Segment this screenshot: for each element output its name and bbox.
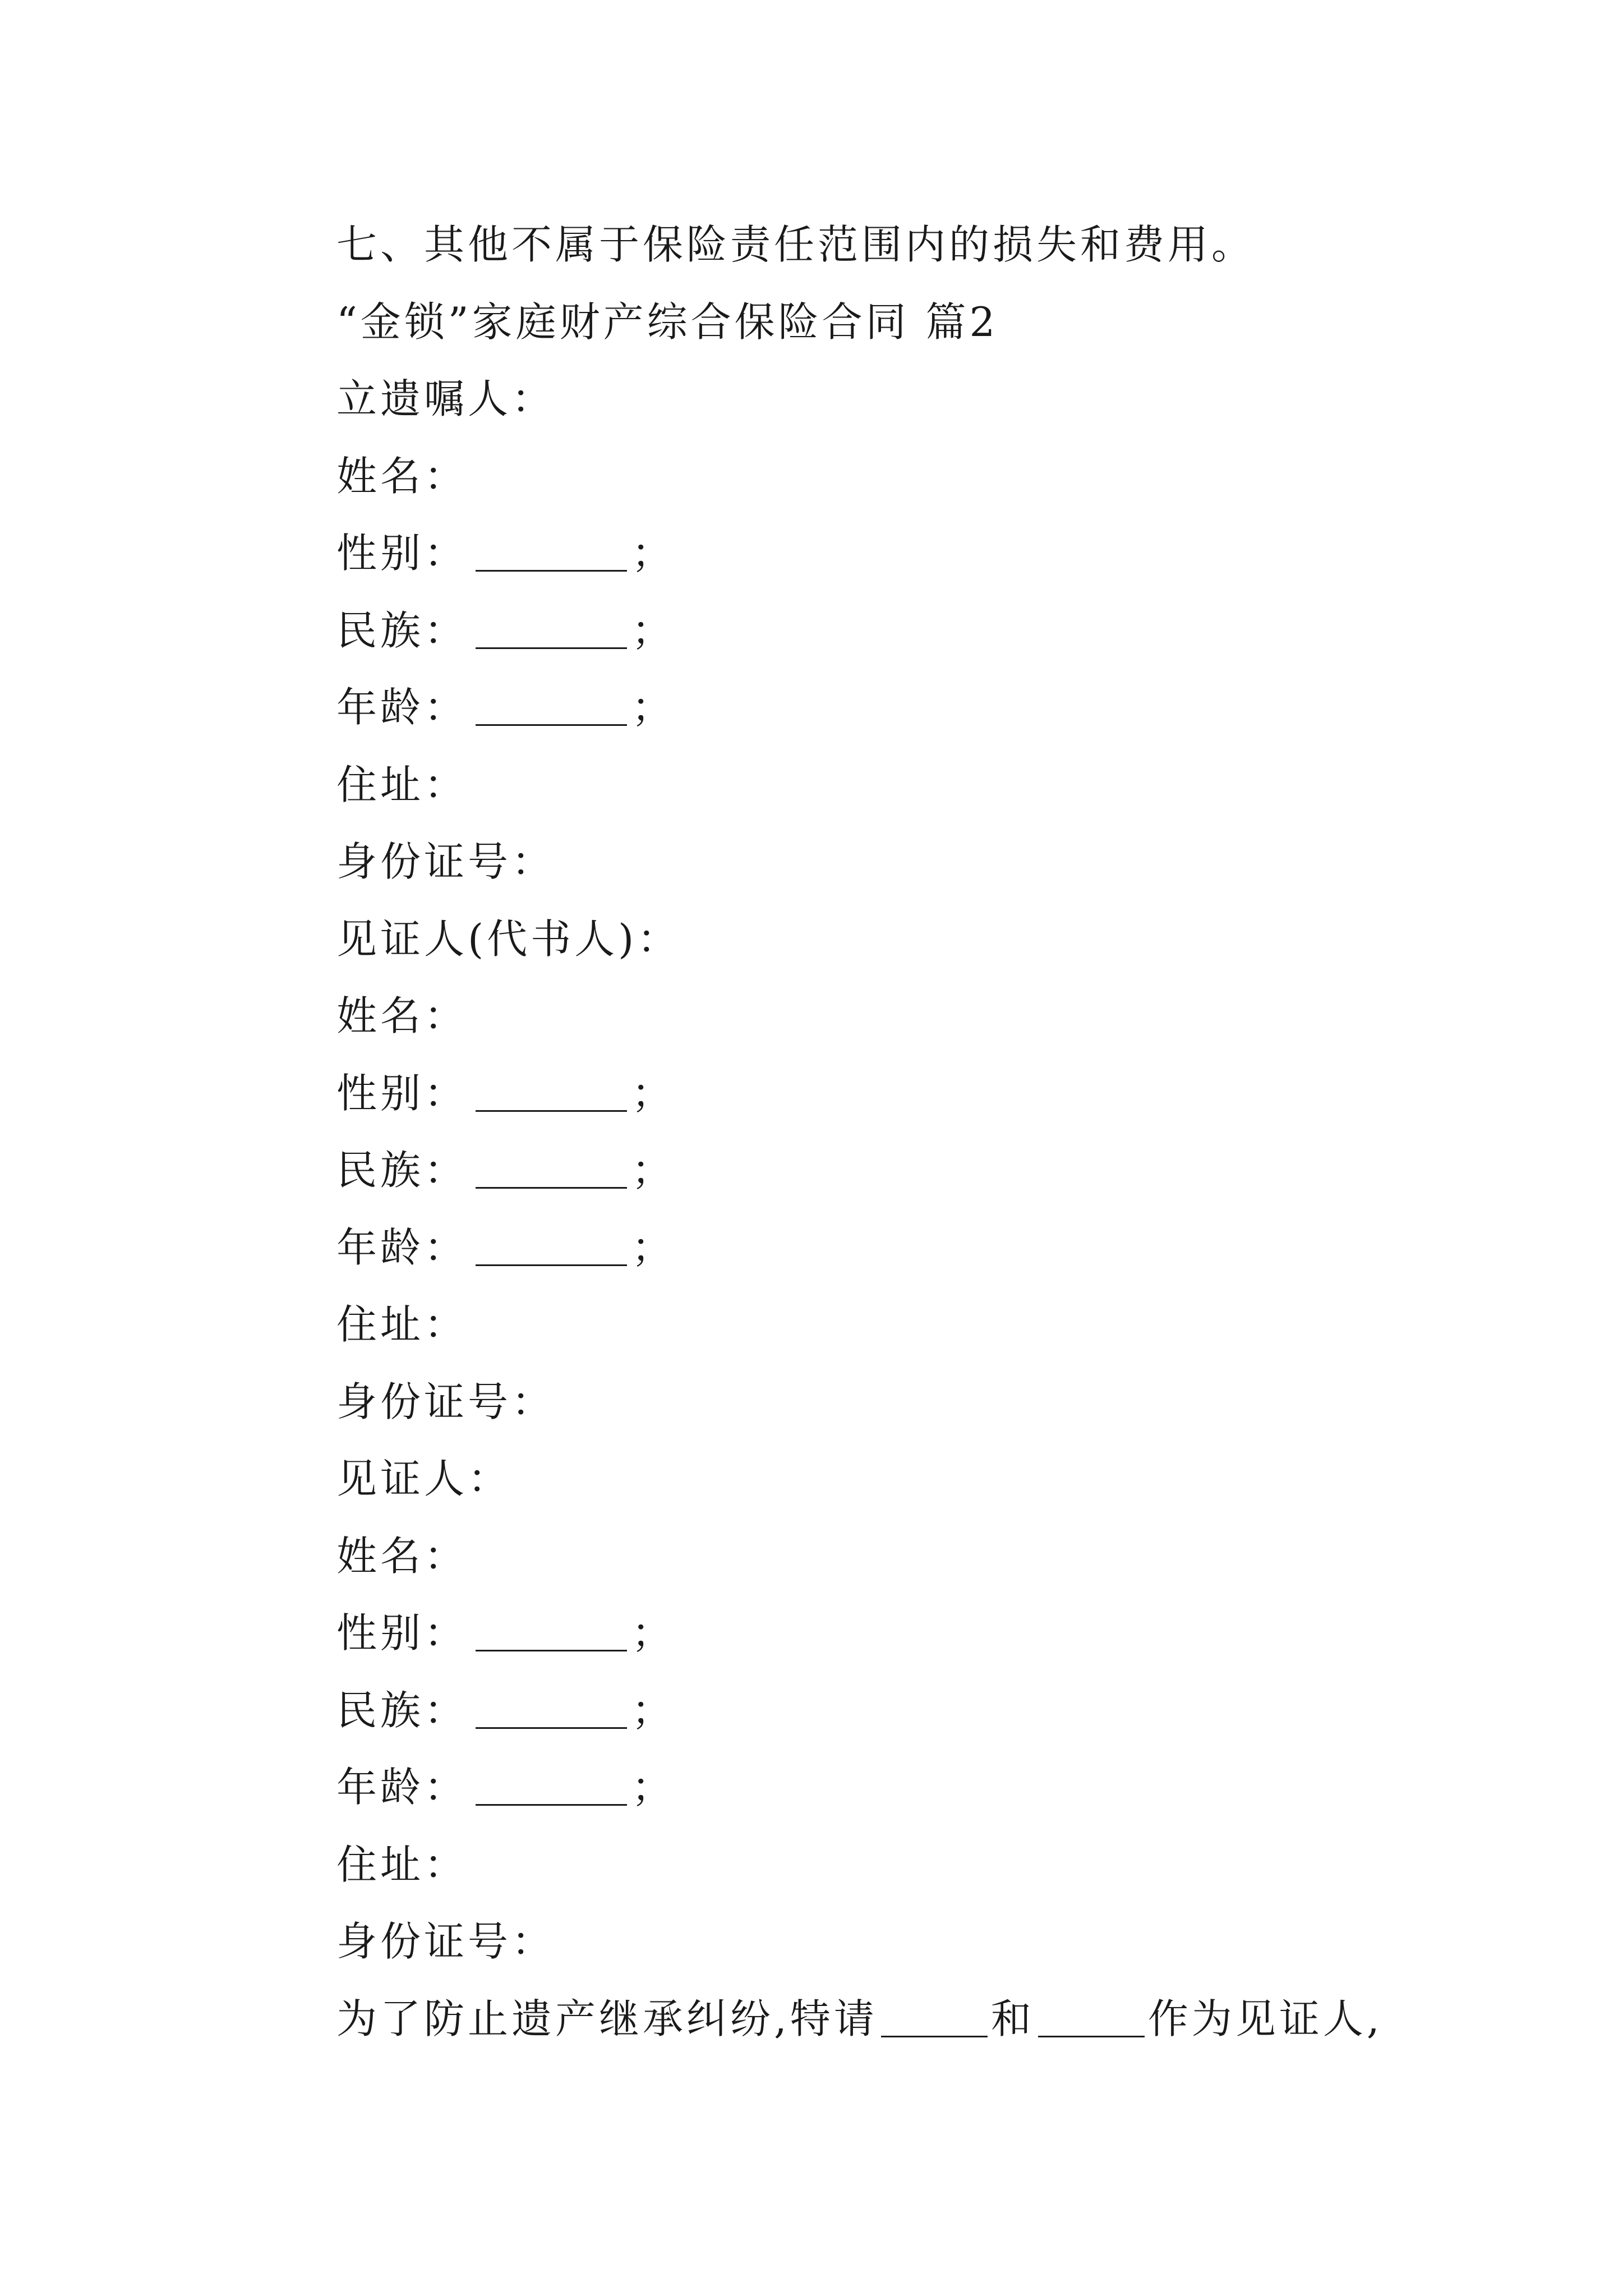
testator-ethnicity-field <box>336 592 1458 670</box>
witness-name-field <box>336 1518 1458 1595</box>
witness-title <box>336 1441 1458 1518</box>
witness-ethnicity-field <box>336 1672 1458 1750</box>
ethnicity-label: 民族： <box>336 1686 468 1734</box>
witness-scribe-gender-field <box>336 1055 1458 1133</box>
ethnicity-label: 民族： <box>336 606 468 654</box>
testator-address-field <box>336 747 1458 824</box>
semicolon: ； <box>631 684 676 731</box>
witness-age-field <box>336 1749 1458 1826</box>
address-label: 住址： <box>336 1301 468 1348</box>
witness-scribe-id-field <box>336 1364 1458 1441</box>
semicolon: ； <box>631 1686 676 1734</box>
section-heading-text: “金锁”家庭财产综合保险合同 篇2 <box>336 298 999 346</box>
testator-age-field <box>336 669 1458 747</box>
name-label: 姓名： <box>336 992 468 1039</box>
gender-blank <box>476 536 627 572</box>
exclusion-clause-line <box>336 206 1458 284</box>
ethnicity-label: 民族： <box>336 1147 468 1194</box>
witness-scribe-ethnicity-field <box>336 1132 1458 1209</box>
closing-part-1: 为了防止遗产继承纠纷,特请 <box>336 1995 878 2042</box>
ethnicity-blank <box>476 1153 627 1189</box>
testator-id-field <box>336 823 1458 901</box>
closing-sentence <box>336 1981 1458 2058</box>
age-label: 年龄： <box>336 684 468 731</box>
witness-scribe-title <box>336 901 1458 978</box>
witness-scribe-name-field <box>336 978 1458 1055</box>
semicolon: ； <box>631 530 676 577</box>
witness-address-field <box>336 1826 1458 1904</box>
address-label: 住址： <box>336 761 468 808</box>
age-label: 年龄： <box>336 1764 468 1811</box>
semicolon: ； <box>631 1223 676 1271</box>
age-blank <box>476 691 627 726</box>
exclusion-clause-text: 七、其他不属于保险责任范围内的损失和费用。 <box>336 221 1256 268</box>
gender-label: 性别： <box>336 1609 468 1657</box>
witness-scribe-title-text: 见证人(代书人)： <box>336 915 681 963</box>
ethnicity-blank <box>476 614 627 649</box>
name-label: 姓名： <box>336 452 468 500</box>
witness-id-field <box>336 1903 1458 1981</box>
age-label: 年龄： <box>336 1223 468 1271</box>
semicolon: ； <box>631 1147 676 1194</box>
gender-blank <box>476 1076 627 1112</box>
address-label: 住址： <box>336 1841 468 1888</box>
semicolon: ； <box>631 606 676 654</box>
semicolon: ； <box>631 1764 676 1811</box>
witness-scribe-age-field <box>336 1209 1458 1287</box>
testator-gender-field <box>336 515 1458 592</box>
witness-scribe-address-field <box>336 1286 1458 1364</box>
age-blank <box>476 1770 627 1806</box>
semicolon: ； <box>631 1069 676 1117</box>
gender-label: 性别： <box>336 1069 468 1117</box>
section-heading <box>336 284 1458 361</box>
closing-part-2: 和 <box>990 1995 1035 2042</box>
witness-gender-field <box>336 1595 1458 1672</box>
ethnicity-blank <box>476 1694 627 1729</box>
id-number-label: 身份证号： <box>336 1378 556 1425</box>
testator-title-text: 立遗嘱人： <box>336 375 556 422</box>
document-body <box>336 206 1458 2058</box>
witness-title-text: 见证人： <box>336 1455 512 1502</box>
age-blank <box>476 1231 627 1266</box>
closing-part-3: 作为见证人, <box>1147 1995 1383 2042</box>
id-number-label: 身份证号： <box>336 1918 556 1965</box>
name-label: 姓名： <box>336 1532 468 1580</box>
semicolon: ； <box>631 1609 676 1657</box>
testator-name-field <box>336 438 1458 516</box>
id-number-label: 身份证号： <box>336 838 556 885</box>
gender-label: 性别： <box>336 530 468 577</box>
witness-1-blank <box>881 2002 988 2037</box>
gender-blank <box>476 1616 627 1651</box>
testator-title <box>336 361 1458 438</box>
witness-2-blank <box>1038 2002 1145 2037</box>
